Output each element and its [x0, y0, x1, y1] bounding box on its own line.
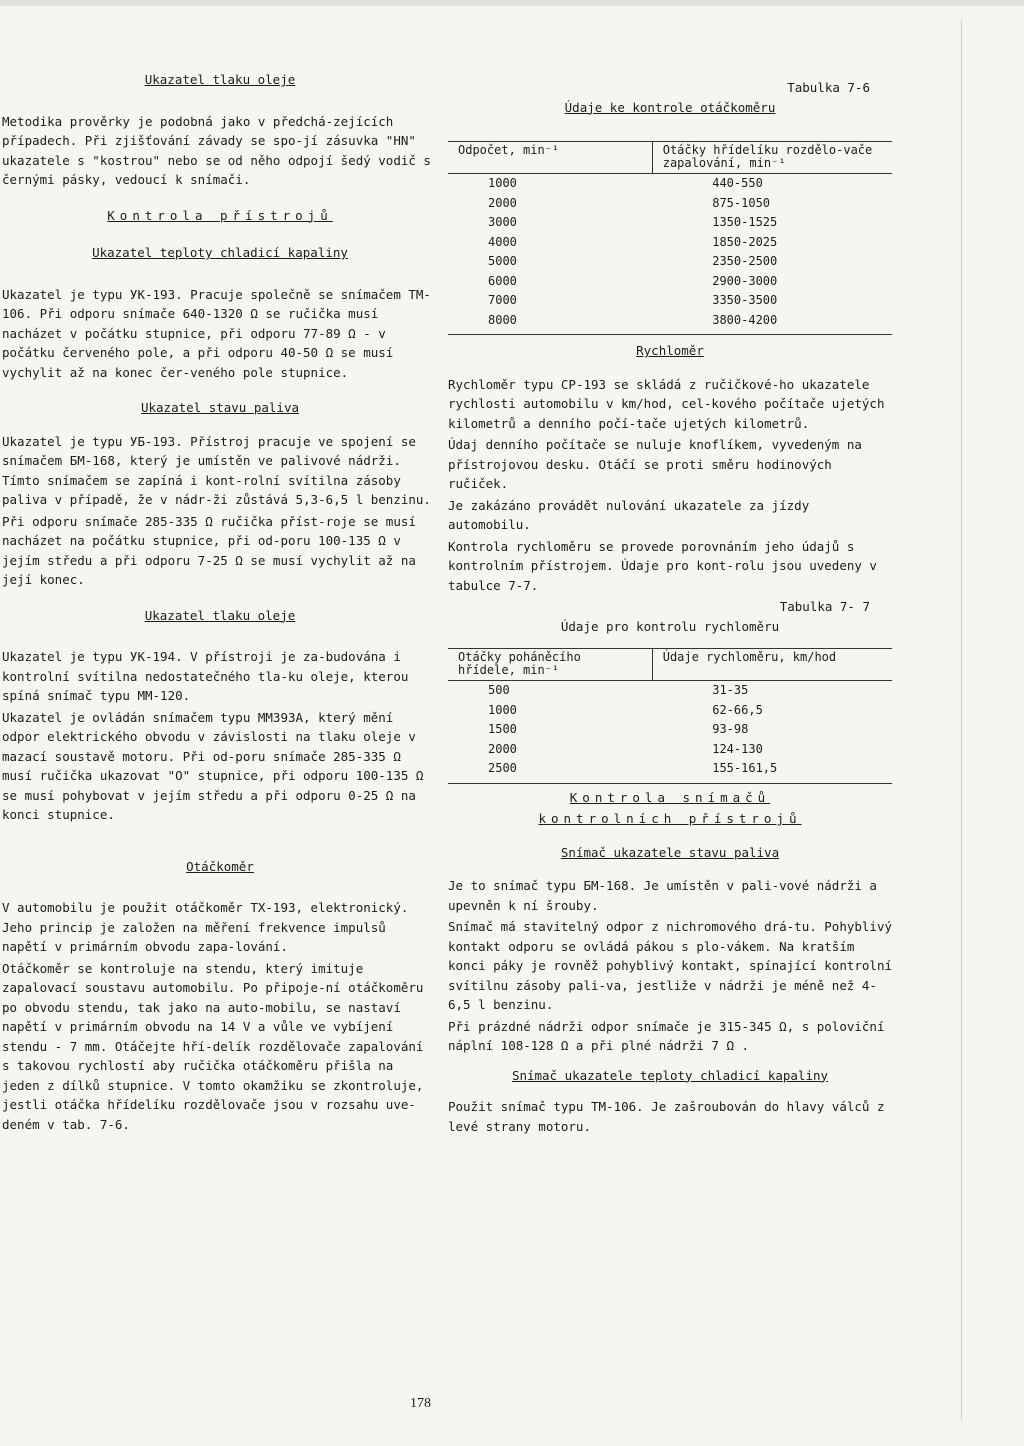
paragraph: Je to snímač typu БМ-168. Je umístěn v pali-vové nádrži a upevněn k ní šrouby.: [448, 878, 877, 913]
table-cell: 1850-2025: [712, 234, 778, 249]
paragraph: Je zakázáno provádět nulování ukazatele za jízdy automobilu.: [448, 497, 810, 532]
table-header: Otáčky hřídelíku rozdělo-vače zapalování, min⁻¹: [652, 142, 892, 174]
heading-temp-sensor: Snímač ukazatele teploty chladicí kapaliny: [511, 1067, 829, 1083]
table-cell: 440-550: [712, 176, 763, 190]
paragraph: Při odporu snímače 285-335 Ω ručička příst-roje se musí nacházet na počátku stupnice, při od-poru 100-135 Ω v jejím středu a při odporu 7-25 Ω se musí vychylit až na její konec.: [2, 513, 416, 587]
paragraph: Údaj denního počítače se nuluje knoflíkem, vyvedeným na přístrojovou desku. Otáčí se proti směru hodinových ručiček.: [448, 437, 862, 491]
right-column: [448, 78, 892, 1138]
table-cell: 2000: [488, 741, 517, 756]
table-header: Odpočet, min⁻¹: [458, 143, 560, 157]
table-cell: 124-130: [712, 741, 763, 756]
table-cell: 4000: [488, 234, 517, 249]
heading-tachometer: Otáčkoměr: [186, 858, 254, 874]
table-cell: 3800-4200: [712, 312, 778, 327]
paragraph: Ukazatel je typu УК-194. V přístroji je za-budována i kontrolní svítilna nedostatečného tla-ku oleje, kterou spíná snímač typu MM-120.: [2, 649, 409, 703]
table-row: [448, 740, 892, 760]
table-row: [448, 213, 892, 233]
table-cell: 3350-3500: [712, 293, 778, 307]
table-speedometer: [448, 648, 892, 779]
paragraph: Ukazatel je typu УБ-193. Přístroj pracuje ve spojení se snímačem БМ-168, který je umístěn ve palivové nádrži. Tímto snímačem se zapíná i kont-rolní svítilna zásoby paliva v případě, že v nádr-ži zůstává 5,3-6,5 l benzinu.: [2, 433, 431, 507]
paragraph: Při prázdné nádrži odpor snímače je 315-345 Ω, s poloviční náplní 108-128 Ω a při plné nádrži 7 Ω .: [448, 1018, 885, 1053]
table-cell: 2000: [488, 195, 517, 210]
table-row: [448, 701, 892, 721]
paragraph: Použit snímač typu TM-106. Je zašroubován do hlavy válců z levé strany motoru.: [448, 1099, 885, 1134]
paragraph: Kontrola rychloměru se provede porovnáním jeho údajů s kontrolním přístrojem. Údaje pro kont-rolu jsou uvedeny v tabulce 7-7.: [448, 538, 877, 593]
table-cell: 1350-1525: [712, 215, 778, 229]
table-title: Údaje pro kontrolu rychloměru: [560, 618, 780, 634]
table-title: Údaje ke kontrole otáčkoměru: [564, 99, 776, 115]
table-cell: 62-66,5: [712, 702, 763, 717]
heading-oil-pressure: Ukazatel tlaku oleje: [144, 72, 296, 87]
table-tachometer: [448, 141, 892, 330]
table-header: Údaje rychloměru, km/hod: [652, 649, 892, 681]
table-cell: 31-35: [712, 683, 749, 697]
heading-oil-pressure-2: Ukazatel tlaku oleje: [144, 607, 296, 623]
table-row: [448, 720, 892, 740]
table-row: [448, 272, 892, 292]
paragraph: Metodika prověrky je podobná jako v předchá-zejících případech. Při zjišťování závady se spo-jí zásuvka "HN" ukazatele s "kostrou" nebo se od něho odpojí šedý vodič s černými pásky, vedoucí k snímači.: [2, 113, 431, 187]
section-heading-instruments: Kontrola přístrojů: [107, 207, 333, 223]
section-heading-sensors-2: kontrolních přístrojů: [538, 811, 802, 826]
page-edge-line: [961, 20, 962, 1420]
table-cell: 8000: [488, 312, 517, 327]
table-label: Tabulka 7-6: [787, 80, 870, 95]
table-cell: 1000: [488, 176, 517, 190]
table-cell: 2350-2500: [712, 254, 778, 268]
heading-speedometer: Rychloměr: [636, 343, 704, 358]
page-number: 178: [410, 1396, 431, 1411]
table-cell: 3000: [488, 215, 517, 229]
paragraph: Ukazatel je ovládán snímačem typu MM393A, který mění odpor elektrického obvodu v závislosti na tlaku oleje v mazací soustavě motoru. Při od-poru snímače 285-335 Ω musí ručička ukazovat "O" stupnice, při odporu 100-135 Ω se musí pohybovat v jejím středu a při odporu 0-25 Ω na konci stupnice.: [2, 709, 424, 822]
table-cell: 2500: [488, 761, 517, 775]
section-heading-sensors: Kontrola snímačů: [569, 789, 771, 805]
table-cell: 155-161,5: [712, 761, 778, 775]
table-row: [448, 252, 892, 272]
heading-fuel-sensor: Snímač ukazatele stavu paliva: [560, 844, 780, 860]
paragraph: V automobilu je použit otáčkoměr TX-193, elektronický. Jeho princip je založen na měření frekvence impulsů napětí v primárním obvodu zapa-lování.: [2, 900, 409, 954]
table-cell: 6000: [488, 273, 517, 288]
table-row: [448, 174, 892, 194]
scan-edge: [0, 0, 1024, 6]
table-row: [448, 681, 892, 701]
table-cell: 875-1050: [712, 195, 771, 210]
table-label: Tabulka 7- 7: [779, 599, 870, 614]
paragraph: Ukazatel je typu УК-193. Pracuje společně se snímačem TM-106. Při odporu snímače 640-1320 Ω se ručička musí nacházet v počátku stupnice, při odporu 77-89 Ω - v počátku červeného pole, a při odporu 40-50 Ω se musí vychylit až na konec čer-veného pole stupnice.: [2, 286, 431, 380]
left-column: [2, 70, 438, 1136]
table-row: [448, 194, 892, 214]
table-cell: 500: [488, 683, 510, 697]
table-row: [448, 233, 892, 253]
table-row: [448, 291, 892, 311]
heading-fuel-level: Ukazatel stavu paliva: [140, 400, 300, 415]
table-cell: 5000: [488, 254, 517, 268]
table-row: [448, 759, 892, 779]
table-row: [448, 311, 892, 331]
table-cell: 93-98: [712, 722, 749, 736]
table-cell: 1500: [488, 722, 517, 736]
table-cell: 7000: [488, 293, 517, 307]
table-cell: 1000: [488, 702, 517, 717]
paragraph: Rychloměr typu CP-193 se skládá z ručičkové-ho ukazatele rychlosti automobilu v km/hod, cel-kového počítače ujetých kilometrů a denního počí-tače ujetých kilometrů.: [448, 376, 885, 431]
paragraph: Otáčkoměr se kontroluje na stendu, který imituje zapalovací soustavu automobilu. Po připoje-ní otáčkoměru po obvodu stendu, tak jako na auto-mobilu, se nastaví napětí v primárním obvodu na 14 V a vůle ve vybíjení stendu - 7 mm. Otáčejte hří-delík rozdělovače zapalování s takovou rychlostí aby ručička otáčkoměru přišla na jeden z dílků stupnice. V tomto okamžiku se zkontroluje, jestli otáčka hřídelíku rozdělovače jsou v rozsahu uve-deném v tab. 7-6.: [2, 960, 424, 1132]
table-header: Otáčky poháněcího hřídele, min⁻¹: [458, 650, 581, 677]
paragraph: Snímač má stavitelný odpor z nichromového drá-tu. Pohyblivý kontakt odporu se ovládá pákou s plo-vákem. Na kratším konci páky je rovněž pohyblivý kontakt, spínající kontrolní svítilnu zásoby pali-va, jestliže v nádrži je méně než 4-6,5 l benzinu.: [448, 919, 893, 1012]
heading-coolant-temp: Ukazatel teploty chladicí kapaliny: [92, 245, 348, 260]
table-cell: 2900-3000: [712, 273, 778, 288]
